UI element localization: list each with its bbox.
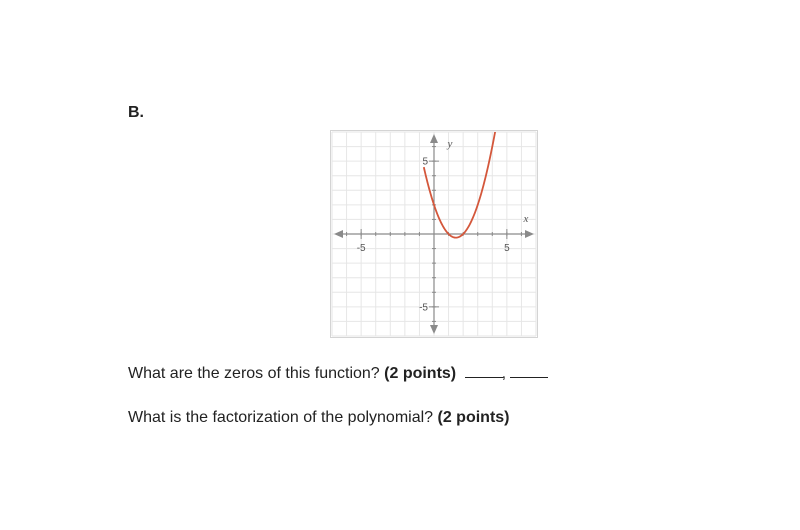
- x-axis-label: x: [523, 213, 529, 225]
- zeros-question: [128, 363, 548, 383]
- x-tick-label: -5: [356, 243, 366, 254]
- factorization-question-points: (2 points): [437, 409, 510, 426]
- factorization-question-text: What is the factorization of the polynomial?: [128, 409, 434, 426]
- x-tick-label: 5: [504, 243, 510, 254]
- zero-1-blank[interactable]: [465, 363, 503, 378]
- zeros-question-text: What are the zeros of this function?: [128, 365, 380, 382]
- factorization-question: [128, 409, 510, 427]
- y-tick-label: 5: [422, 156, 428, 168]
- y-axis-label: y: [447, 138, 453, 150]
- zeros-question-points: (2 points): [384, 365, 457, 382]
- y-tick-label: -5: [419, 302, 428, 314]
- graph-svg: [330, 130, 538, 338]
- zeros-separator: ,: [501, 365, 507, 382]
- zero-2-blank[interactable]: [510, 363, 548, 378]
- section-label: B.: [128, 104, 144, 121]
- function-graph: [330, 130, 538, 338]
